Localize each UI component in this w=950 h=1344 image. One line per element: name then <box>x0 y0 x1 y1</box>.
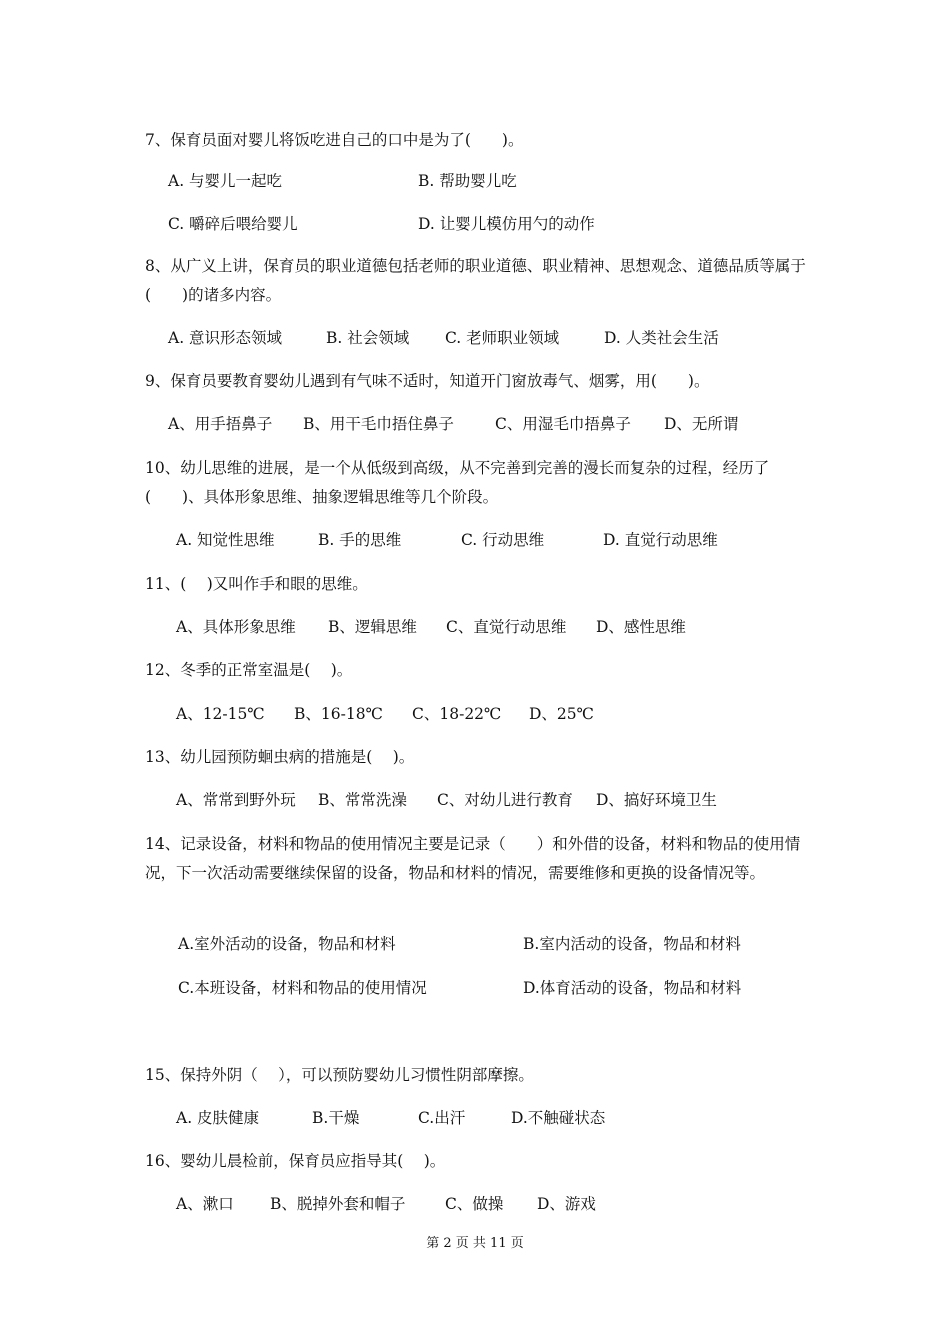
q11-option-b: B、逻辑思维 <box>328 618 417 636</box>
q15-option-c: C.出汗 <box>418 1109 466 1127</box>
q14-option-d: D.体育活动的设备，物品和材料 <box>523 979 742 997</box>
q10-option-d: D. 直觉行动思维 <box>603 531 718 549</box>
question-8: 8、从广义上讲，保育员的职业道德包括老师的职业道德、职业精神、思想观念、道德品质等属于( )的诸多内容。 <box>145 257 806 304</box>
q8-option-c: C. 老师职业领域 <box>445 329 560 347</box>
q7-option-c: C. 嚼碎后喂给婴儿 <box>168 215 298 233</box>
q13-option-c: C、对幼儿进行教育 <box>437 791 573 809</box>
question-7: 7、保育员面对婴儿将饭吃进自己的口中是为了( )。 <box>145 131 524 149</box>
q12-option-b: B、16-18℃ <box>294 705 383 723</box>
question-11: 11、( )又叫作手和眼的思维。 <box>145 575 368 593</box>
q8-option-b: B. 社会领域 <box>326 329 410 347</box>
q10-option-c: C. 行动思维 <box>461 531 545 549</box>
question-13: 13、幼儿园预防蛔虫病的措施是( )。 <box>145 748 415 766</box>
q14-option-a: A.室外活动的设备，物品和材料 <box>178 935 396 953</box>
question-12: 12、冬季的正常室温是( )。 <box>145 661 353 679</box>
question-14: 14、记录设备，材料和物品的使用情况主要是记录（ ）和外借的设备，材料和物品的使用情况，下一次活动需要继续保留的设备，物品和材料的情况，需要维修和更换的设备情况等。 <box>145 835 801 882</box>
question-9: 9、保育员要教育婴幼儿遇到有气味不适时，知道开门窗放毒气、烟雾，用( )。 <box>145 372 710 390</box>
q16-option-d: D、游戏 <box>537 1195 596 1213</box>
q12-option-d: D、25℃ <box>529 705 594 723</box>
q8-option-a: A. 意识形态领域 <box>168 329 283 347</box>
q14-option-b: B.室内活动的设备，物品和材料 <box>523 935 741 953</box>
q15-option-d: D.不触碰状态 <box>511 1109 606 1127</box>
q16-option-c: C、做操 <box>445 1195 504 1213</box>
question-16: 16、婴幼儿晨检前，保育员应指导其( )。 <box>145 1152 446 1170</box>
q13-option-b: B、常常洗澡 <box>318 791 407 809</box>
q11-option-a: A、具体形象思维 <box>176 618 296 636</box>
question-15: 15、保持外阴（ ），可以预防婴幼儿习惯性阴部摩擦。 <box>145 1066 534 1084</box>
q13-option-d: D、搞好环境卫生 <box>596 791 717 809</box>
q8-option-d: D. 人类社会生活 <box>604 329 719 347</box>
q15-option-a: A. 皮肤健康 <box>176 1109 260 1127</box>
q13-option-a: A、常常到野外玩 <box>176 791 296 809</box>
q15-option-b: B.干燥 <box>312 1109 360 1127</box>
q9-option-a: A、用手捂鼻子 <box>168 415 273 433</box>
q11-option-d: D、感性思维 <box>596 618 686 636</box>
q7-option-b: B. 帮助婴儿吃 <box>418 172 517 190</box>
q9-option-b: B、用干毛巾捂住鼻子 <box>303 415 454 433</box>
q7-option-a: A. 与婴儿一起吃 <box>168 172 283 190</box>
q11-option-c: C、直觉行动思维 <box>446 618 567 636</box>
q9-option-c: C、用湿毛巾捂鼻子 <box>495 415 631 433</box>
question-10: 10、幼儿思维的进展，是一个从低级到高级，从不完善到完善的漫长而复杂的过程，经历了( )、具体形象思维、抽象逻辑思维等几个阶段。 <box>145 459 770 506</box>
q12-option-a: A、12-15℃ <box>176 705 265 723</box>
q16-option-b: B、脱掉外套和帽子 <box>270 1195 406 1213</box>
q12-option-c: C、18-22℃ <box>412 705 502 723</box>
q14-option-c: C.本班设备，材料和物品的使用情况 <box>178 979 427 997</box>
page-number-footer: 第 2 页 共 11 页 <box>426 1236 524 1251</box>
q10-option-a: A. 知觉性思维 <box>176 531 275 549</box>
q9-option-d: D、无所谓 <box>664 415 739 433</box>
q10-option-b: B. 手的思维 <box>318 531 402 549</box>
q7-option-d: D. 让婴儿模仿用勺的动作 <box>418 215 595 233</box>
q16-option-a: A、漱口 <box>176 1195 234 1213</box>
